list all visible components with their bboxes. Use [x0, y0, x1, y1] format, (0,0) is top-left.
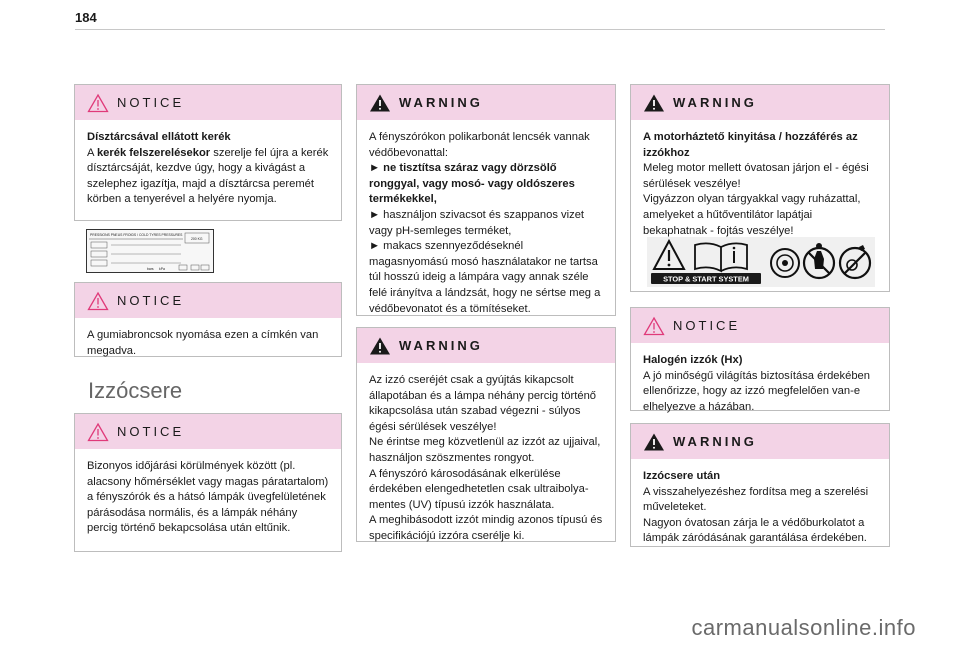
manual-book-icon — [695, 243, 747, 271]
notice-title: NOTICE — [673, 318, 741, 333]
notice-triangle-icon — [643, 316, 665, 336]
notice-bold-mid: kerék felszerelésekor — [96, 146, 211, 159]
warning-triangle-icon — [643, 432, 665, 452]
warning-body — [357, 120, 615, 325]
warning-bullet-2: ► használjon szivacsot és szappanos vizet vagy pH-semleges terméket, — [369, 208, 585, 237]
notice-box-wheel-trim — [74, 84, 342, 221]
warning-title: WARNING — [673, 95, 757, 110]
warning-bold-title: Izzócsere után — [643, 470, 721, 482]
notice-text: A gumiabroncsok nyomása ezen a címkén van megadva. — [87, 329, 319, 357]
warning-pictogram-strip — [647, 237, 875, 287]
tyre-label-sidebox: 200 KG — [191, 237, 203, 241]
warning-triangle-icon — [369, 93, 391, 113]
warning-paragraph-4: A meghibásodott izzót mindig azonos típusú és specifikációjú izzóra cserélje ki. — [369, 514, 603, 542]
notice-title: NOTICE — [117, 95, 185, 110]
notice-header — [75, 283, 341, 318]
no-tie-fan-icon — [840, 245, 870, 278]
tyre-label-unit-kpa: kPa — [159, 267, 165, 271]
notice-title: NOTICE — [117, 293, 185, 308]
warning-paragraph-2: Nagyon óvatosan zárja le a védőburkolatot a lámpák záródásának garantálása érdekében. — [643, 516, 867, 545]
warning-box-after-change — [630, 423, 890, 547]
warning-intro: A fényszórókon polikarbonát lencsék vannak védőbevonattal: — [369, 131, 590, 159]
stop-start-label: STOP & START SYSTEM — [663, 274, 749, 284]
notice-box-halogen — [630, 307, 890, 411]
notice-triangle-icon — [87, 422, 109, 442]
notice-header — [631, 308, 889, 343]
notice-text-a: A — [87, 146, 97, 159]
notice-header — [75, 85, 341, 120]
watermark: carmanualsonline.info — [691, 615, 916, 640]
warning-body — [631, 459, 889, 555]
page-number: 184 — [75, 10, 97, 25]
warning-bold-title: A motorháztető kinyitása / hozzáférés az izzókhoz — [643, 131, 858, 159]
notice-text: A jó minőségű világítás biztosítása érdekében ellenőrizze, hogy az izzó megfelelően van-e elhelyezve a házában. — [643, 369, 870, 413]
tyre-label-heading: PRESSIONS PNEUS FROIDS / COLD TYRES PRESSURES — [90, 233, 183, 237]
warning-triangle-icon — [369, 336, 391, 356]
notice-title: NOTICE — [117, 424, 185, 439]
tyre-pressure-label-image — [86, 229, 214, 273]
notice-body — [75, 318, 341, 367]
top-divider — [75, 29, 885, 30]
warning-body — [357, 363, 615, 553]
notice-bold-title: Dísztárcsával ellátott kerék — [87, 131, 231, 143]
warning-header — [631, 424, 889, 459]
warning-header — [357, 85, 615, 120]
warning-title: WARNING — [673, 434, 757, 449]
warning-box-polycarbonate — [356, 84, 616, 316]
hot-surface-icon — [771, 249, 799, 277]
no-hands-icon — [804, 243, 834, 278]
warning-header — [631, 85, 889, 120]
warning-paragraph-2: Vigyázzon olyan tárgyakkal vagy ruházattal, amelyeket a hűtőventilátor lapátjai bekaphatnak - fojtás veszélye! — [643, 193, 861, 237]
notice-triangle-icon — [87, 93, 109, 113]
warning-triangle-icon — [643, 93, 665, 113]
tyre-label-unit-bars: bars — [147, 267, 154, 271]
warning-body — [631, 120, 889, 247]
warning-bullet-1: ► ne tisztítsa száraz vagy dörzsölő ronggyal, vagy mosó- vagy oldószeres termékekkel, — [369, 162, 575, 206]
notice-text: Bizonyos időjárási körülmények között (pl. alacsony hőmérséklet vagy magas páratartalom) a fényszórók és a hátsó lámpák üvegfelületének párásodása normális, és a lámpák néhány percig történő bekapcsolása után eltűnik. — [87, 460, 329, 535]
section-title: Izzócsere — [88, 378, 183, 403]
notice-body — [75, 120, 341, 216]
notice-box-tyre-pressure — [74, 282, 342, 357]
warning-paragraph-1: A visszahelyezéshez fordítsa meg a szerelési műveleteket. — [643, 485, 869, 514]
warning-title: WARNING — [399, 338, 483, 353]
notice-bold-title: Halogén izzók (Hx) — [643, 354, 743, 366]
pictograms — [647, 237, 875, 287]
warning-paragraph-3: A fényszóró károsodásának elkerülése érdekében elengedhetetlen csak ultraibolya-mentes (UV) típusú izzók használata. — [369, 467, 589, 511]
warning-bullet-3: ► makacs szennyeződéseknél magasnyomású mosó használatakor ne tartsa túl hosszú ideig a lámpára vagy annak széle felé irányítva a lándzsát, hogy ne sértse meg a védőbevonatot és a tömítéseket. — [369, 240, 601, 315]
tyre-label-drawing — [87, 230, 213, 272]
warning-pictogram-icon — [654, 241, 684, 269]
warning-title: WARNING — [399, 95, 483, 110]
warning-paragraph-2: Ne érintse meg közvetlenül az izzót az ujjaival, használjon szöszmentes rongyot. — [369, 436, 601, 464]
notice-body — [75, 449, 341, 545]
notice-text-b: szerelje fel újra a kerék dísztárcsáját, kezdve úgy, hogy a kivágást a szelephez igazítja, majd a dísztárcsa peremét körben a tenyerével a helyére nyomja. — [87, 146, 329, 206]
notice-body — [631, 343, 889, 423]
warning-paragraph-1: Az izzó cseréjét csak a gyújtás kikapcsolt állapotában és a lámpa néhány percig történő kikapcsolása után szabad végezni - súlyos égési sérülések veszélye! — [369, 374, 597, 433]
notice-box-condensation — [74, 413, 342, 552]
notice-header — [75, 414, 341, 449]
notice-triangle-icon — [87, 291, 109, 311]
warning-paragraph-1: Meleg motor mellett óvatosan járjon el - égési sérülések veszélye! — [643, 162, 869, 190]
warning-header — [357, 328, 615, 363]
warning-box-bulb-change — [356, 327, 616, 542]
